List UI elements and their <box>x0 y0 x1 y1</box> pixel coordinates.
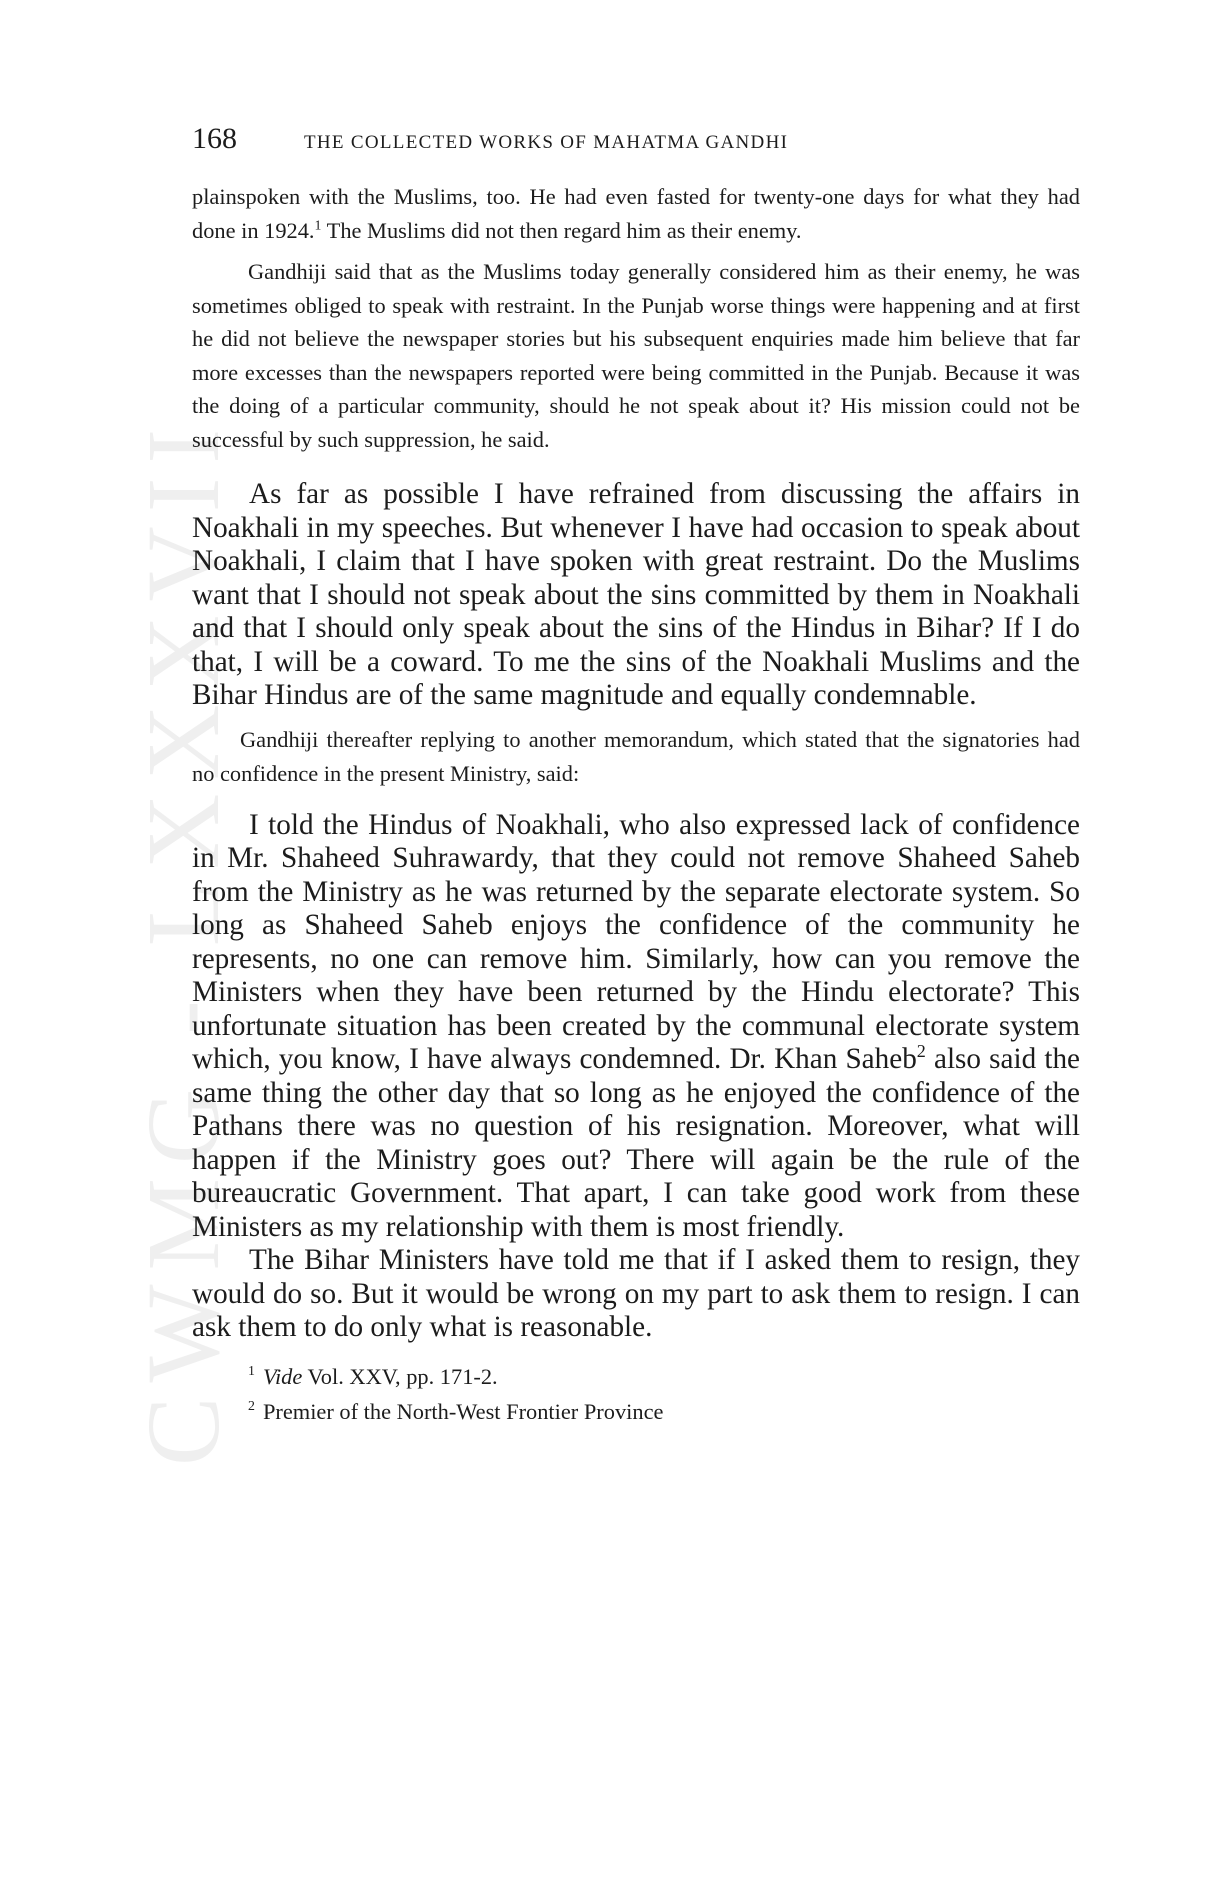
speech-paragraph-2-text-b: also said the same thing the other day that so long as he enjoyed the confidence of the Pathans there was no question of his resignation. Moreover, what will happen if the Ministry goes out? There will again be the rule of the bureaucratic Government. That apart, I can take good work from these Ministers as my relationship with them is most friendly. <box>192 1043 1080 1243</box>
footnote-ref-2: 2 <box>916 1041 926 1062</box>
speech-section-2 <box>192 809 1080 1345</box>
footnote-1 <box>248 1359 1080 1394</box>
speech-paragraph-3: The Bihar Ministers have told me that if I asked them to resign, they would do so. But it would be wrong on my part to ask them to resign. I can ask them to do only what is reasonable. <box>192 1244 1080 1343</box>
report-paragraph-1-text-b: The Muslims did not then regard him as their enemy. <box>321 217 802 243</box>
footnote-1-italic: Vide <box>262 1363 303 1389</box>
footnote-2 <box>248 1394 1080 1429</box>
page-content <box>192 122 1080 1429</box>
report-section-1 <box>192 180 1080 456</box>
running-head <box>192 122 1080 162</box>
running-title: THE COLLECTED WORKS OF MAHATMA GANDHI <box>304 132 789 153</box>
footnote-ref-1: 1 <box>314 218 322 234</box>
report-paragraph-3: Gandhiji thereafter replying to another memorandum, which stated that the signatories had no confidence in the present Ministry, said: <box>192 726 1080 786</box>
report-paragraph-1-text-a: plainspoken with the Muslims, too. He had even fasted for twenty-one days for what they had done in 1924. <box>192 184 1080 243</box>
footnote-2-mark: 2 <box>248 1399 255 1415</box>
watermark-text: CWMG - LXXXVII <box>125 414 241 1466</box>
footnote-2-text: Premier of the North-West Frontier Province <box>262 1398 664 1424</box>
page-number: 168 <box>192 122 237 155</box>
speech-paragraph-2-text-a: I told the Hindus of Noakhali, who also expressed lack of confidence in Mr. Shaheed Suhrawardy, that they could not remove Shaheed Saheb from the Ministry as he was returned by the separate electorate system. So long as Shaheed Saheb enjoys the confidence of the community he represents, no one can remove him. Similarly, how can you remove the Ministers when they have been returned by the Hindu electorate? This unfortunate situation has been created by the communal electorate system which, you know, I have always condemned. Dr. Khan Saheb <box>192 808 1080 1075</box>
footnote-1-text: Vol. XXV, pp. 171-2. <box>302 1363 498 1389</box>
speech-paragraph-1: As far as possible I have refrained from discussing the affairs in Noakhali in my speeches. But whenever I have had occasion to speak about Noakhali, I claim that I have spoken with great restraint. Do the Muslims want that I should not speak about the sins committed by them in Noakhali and that I should only speak about the sins of the Hindus in Bihar? If I do that, I will be a coward. To me the sins of the Noakhali Muslims and the Bihar Hindus are of the same magnitude and equally condemnable. <box>192 478 1080 711</box>
footnotes <box>192 1359 1080 1429</box>
speech-paragraph-2 <box>192 809 1080 1245</box>
report-paragraph-1 <box>192 180 1080 247</box>
footnote-1-mark: 1 <box>248 1364 255 1380</box>
report-paragraph-2: Gandhiji said that as the Muslims today generally considered him as their enemy, he was sometimes obliged to speak with restraint. In the Punjab worse things were happening and at first he did not believe the newspaper stories but his subsequent enquiries made him believe that far more excesses than the newspapers reported were being committed in the Punjab. Because it was the doing of a particular community, should he not speak about it? His mission could not be successful by such suppression, he said. <box>192 259 1080 452</box>
